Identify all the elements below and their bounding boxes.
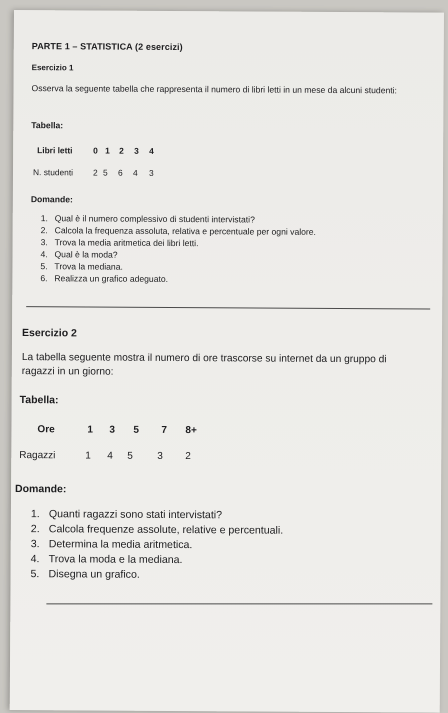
exercise-2-table-label: Tabella: <box>19 394 59 407</box>
part-title: PARTE 1 – STATISTICA (2 esercizi) <box>31 41 183 53</box>
table-cell: 3 <box>157 450 163 462</box>
question-item: 5. Disegna un grafico. <box>30 568 140 581</box>
table-row-label: Libri letti <box>37 145 73 156</box>
exercise-2-text-line-1: La tabella seguente mostra il numero di ore trascorse su internet da un gruppo di <box>21 352 387 366</box>
question-item: 4. Trova la moda e la mediana. <box>30 553 183 567</box>
question-item: 2. Calcola la frequenza assoluta, relativa e percentuale per ogni valore. <box>40 225 316 237</box>
question-item: 5. Trova la mediana. <box>40 261 123 273</box>
question-item: 6. Realizza un grafico adeguato. <box>40 273 169 285</box>
worksheet-page <box>10 10 444 713</box>
table-cell: 0 <box>93 145 98 156</box>
exercise-2-text-line-2: ragazzi in un giorno: <box>21 366 114 378</box>
table-cell: 2 <box>185 451 191 463</box>
question-item: 1. Quanti ragazzi sono stati intervistati? <box>30 508 223 522</box>
table-cell: 3 <box>134 145 139 156</box>
exercise-2-questions-label: Domande: <box>15 483 67 496</box>
exercise-1-questions-label: Domande: <box>30 194 73 205</box>
question-item: 3. Determina la media aritmetica. <box>30 538 193 552</box>
exercise-1-question-list <box>40 212 316 286</box>
exercise-1-text: Osserva la seguente tabella che rappresenta il numero di libri letti in un mese da alcuni studenti: <box>31 83 398 96</box>
table-cell: 6 <box>117 167 123 178</box>
table-cell: 1 <box>105 145 110 156</box>
table-row-label: N. studenti <box>32 167 74 178</box>
divider-line <box>46 603 432 604</box>
exercise-1-table-label: Tabella: <box>31 120 64 131</box>
table-cell: 3 <box>109 424 116 436</box>
question-item: 2. Calcola frequenze assolute, relative e percentuali. <box>30 523 284 537</box>
question-item: 3. Trova la media aritmetica dei libri letti. <box>40 237 199 249</box>
table-cell: 5 <box>102 167 108 178</box>
table-row-label: Ore <box>37 424 55 436</box>
table-cell: 4 <box>107 450 113 462</box>
exercise-1-title: Esercizio 1 <box>31 63 74 73</box>
question-item: 4. Qual è la moda? <box>40 249 118 260</box>
table-cell: 1 <box>85 450 91 462</box>
table-cell: 7 <box>161 424 168 436</box>
table-cell: 3 <box>148 167 154 178</box>
table-cell: 1 <box>87 424 94 436</box>
table-cell: 8+ <box>185 425 197 437</box>
exercise-2-title: Esercizio 2 <box>21 327 77 340</box>
table-cell: 5 <box>127 450 133 462</box>
exercise-2-question-list <box>31 507 284 584</box>
table-cell: 4 <box>149 145 154 156</box>
table-cell: 4 <box>132 167 138 178</box>
table-cell: 2 <box>119 145 124 156</box>
table-row-label: Ragazzi <box>19 450 56 462</box>
divider-line <box>26 306 430 309</box>
question-item: 1. Qual è il numero complessivo di studenti intervistati? <box>40 213 255 225</box>
table-cell: 2 <box>92 167 98 178</box>
table-cell: 5 <box>133 424 140 436</box>
